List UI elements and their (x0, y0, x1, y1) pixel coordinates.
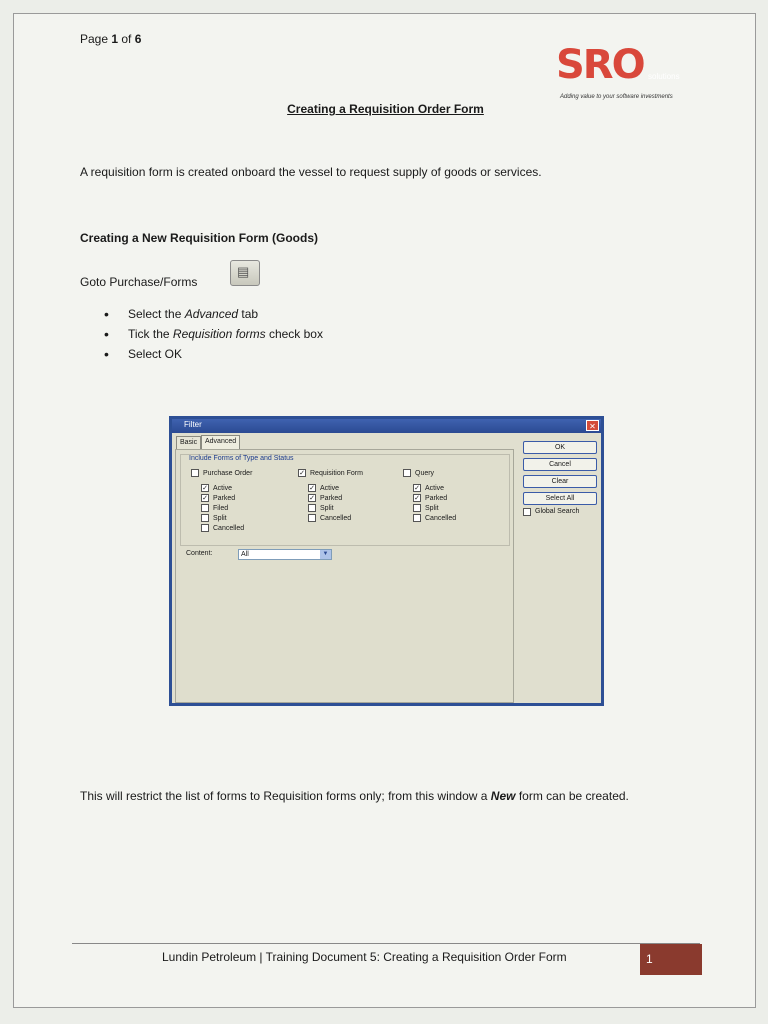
status-checkbox[interactable] (413, 484, 444, 493)
status-checkbox[interactable] (201, 504, 228, 513)
checkbox[interactable]: ✓ (299, 470, 305, 477)
content-select-value: All (241, 551, 249, 558)
form-type-checkbox[interactable] (191, 469, 252, 478)
tab-advanced[interactable]: Advanced (201, 435, 240, 450)
document-title: Creating a Requisition Order Form (287, 102, 484, 116)
form-type-checkbox[interactable] (403, 469, 434, 478)
checkbox-label: Cancelled (320, 515, 352, 522)
cancel-button[interactable]: Cancel (523, 458, 597, 471)
clear-button[interactable]: Clear (523, 475, 597, 488)
dialog-title: Filter (184, 420, 202, 429)
dialog-titlebar (172, 419, 601, 433)
checkbox-label: Cancelled (213, 525, 245, 532)
page-number: Page 1 of 6 (80, 32, 142, 46)
document-page (13, 13, 756, 1008)
filter-dialog (169, 416, 604, 706)
group-label: Include Forms of Type and Status (189, 455, 294, 462)
checkbox-label: Parked (320, 495, 343, 502)
status-checkbox[interactable] (413, 514, 456, 523)
status-checkbox[interactable] (308, 484, 339, 493)
checkbox[interactable]: ✓ (202, 495, 208, 502)
result-paragraph: This will restrict the list of forms to Requisition forms only; from this window a New form can be created. (80, 789, 629, 803)
checkbox-label: Active (425, 485, 445, 492)
logo-text: SRO (556, 42, 644, 88)
checkbox-label: Split (320, 505, 334, 512)
checkbox[interactable] (201, 524, 209, 532)
status-checkbox[interactable] (308, 514, 351, 523)
checkbox[interactable] (201, 504, 209, 512)
checkbox-label: Active (320, 485, 340, 492)
footer-page-number: 1 (640, 944, 702, 975)
instruction-item: • Tick the Requisition forms check box (102, 326, 323, 346)
status-checkbox[interactable] (308, 494, 342, 503)
content-select[interactable] (238, 549, 332, 560)
checkbox-label: Cancelled (425, 515, 457, 522)
footer-text: Lundin Petroleum | Training Document 5: Creating a Requisition Order Form (162, 950, 567, 964)
section-heading: Creating a New Requisition Form (Goods) (80, 231, 319, 245)
global-search-label: Global Search (535, 508, 580, 515)
global-search-option[interactable] (523, 508, 579, 516)
status-checkbox[interactable] (201, 524, 244, 533)
checkbox[interactable] (308, 514, 316, 522)
checkbox-label: Requisition Form (310, 470, 363, 477)
checkbox-label: Purchase Order (203, 470, 253, 477)
checkbox[interactable] (403, 469, 411, 477)
form-type-checkbox[interactable] (298, 469, 363, 478)
forms-icon: ▤ (230, 260, 260, 286)
instruction-item: • Select OK (102, 346, 323, 366)
checkbox[interactable] (308, 504, 316, 512)
checkbox-label: Split (213, 515, 227, 522)
checkbox-label: Active (213, 485, 233, 492)
goto-instruction: Goto Purchase/Forms (80, 275, 198, 289)
checkbox[interactable]: ✓ (414, 485, 420, 492)
checkbox-label: Parked (213, 495, 236, 502)
logo-subtitle: solutions (648, 72, 680, 81)
intro-paragraph: A requisition form is created onboard the vessel to request supply of goods or services. (80, 165, 542, 179)
status-checkbox[interactable] (201, 514, 227, 523)
checkbox[interactable]: ✓ (414, 495, 420, 502)
checkbox[interactable]: ✓ (309, 485, 315, 492)
tab-basic[interactable]: Basic (176, 436, 201, 450)
global-search-checkbox[interactable] (523, 508, 531, 516)
checkbox-label: Split (425, 505, 439, 512)
instruction-item: • Select the Advanced tab (102, 306, 323, 326)
checkbox[interactable]: ✓ (202, 485, 208, 492)
ok-button[interactable]: OK (523, 441, 597, 454)
instruction-list (102, 306, 323, 366)
checkbox[interactable] (413, 504, 421, 512)
company-logo (552, 42, 692, 104)
checkbox-label: Parked (425, 495, 448, 502)
status-checkbox[interactable] (413, 494, 447, 503)
checkbox[interactable] (201, 514, 209, 522)
status-checkbox[interactable] (413, 504, 439, 513)
status-checkbox[interactable] (201, 484, 232, 493)
advanced-panel (175, 449, 514, 703)
checkbox[interactable] (413, 514, 421, 522)
status-checkbox[interactable] (308, 504, 334, 513)
close-icon[interactable]: ✕ (586, 420, 599, 431)
chevron-down-icon[interactable]: ▼ (320, 550, 331, 559)
status-checkbox[interactable] (201, 494, 235, 503)
form-type-group (180, 454, 510, 546)
checkbox[interactable] (191, 469, 199, 477)
logo-tagline: Adding value to your software investments (560, 94, 673, 100)
checkbox[interactable]: ✓ (309, 495, 315, 502)
content-label: Content: (186, 550, 213, 557)
select-all-button[interactable]: Select All (523, 492, 597, 505)
footer-divider (72, 943, 700, 944)
checkbox-label: Query (415, 470, 435, 477)
checkbox-label: Filed (213, 505, 229, 512)
